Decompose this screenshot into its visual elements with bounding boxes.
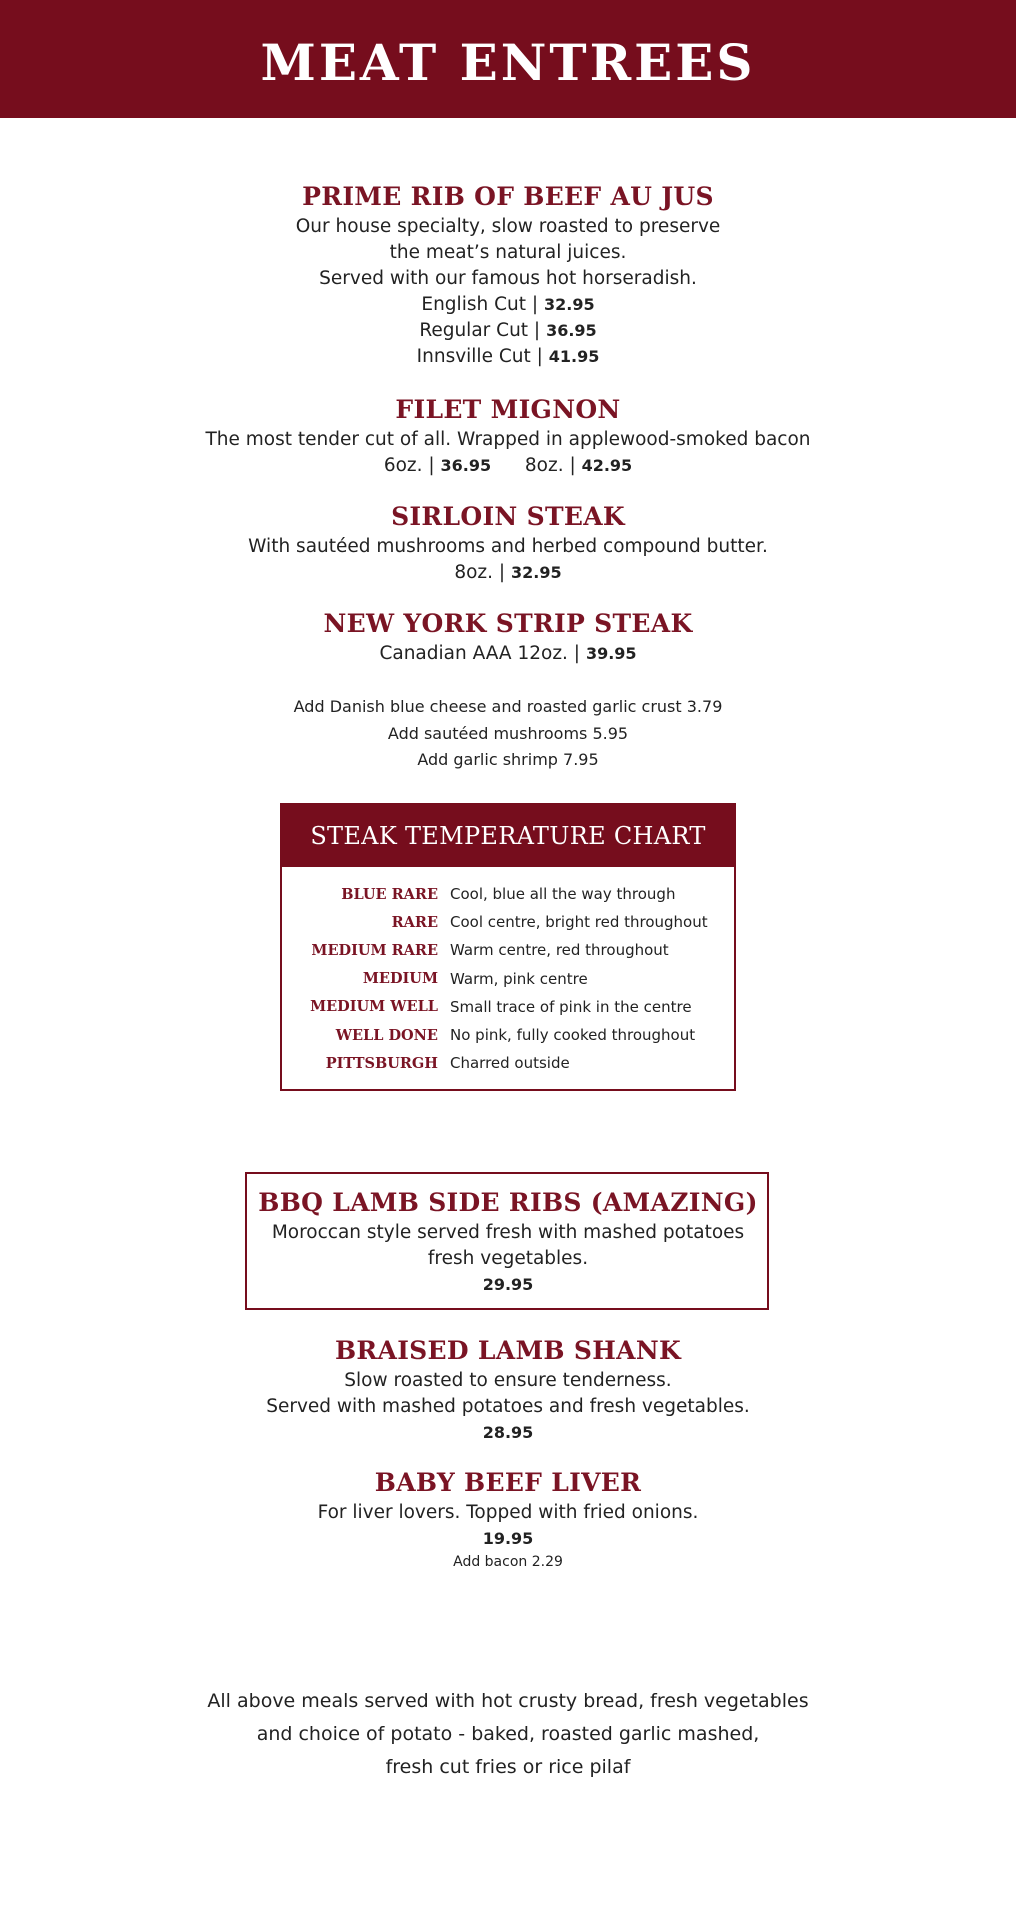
item-price: 28.95	[482, 1423, 534, 1442]
item-description	[0, 214, 1016, 292]
option-label: Regular Cut |	[419, 320, 541, 341]
price-option	[0, 641, 1016, 667]
item-title: BABY BEEF LIVER	[374, 1468, 642, 1497]
menu-item-beef-liver	[0, 1466, 1016, 1572]
temperature-row	[282, 1021, 734, 1049]
option-label: 8oz. |	[524, 455, 576, 476]
item-title: FILET MIGNON	[395, 395, 621, 424]
option-label: 8oz. |	[454, 562, 506, 583]
temperature-chart-title: STEAK TEMPERATURE CHART	[282, 805, 734, 867]
item-addon: Add bacon 2.29	[453, 1554, 563, 1570]
option-price: 39.95	[585, 644, 637, 663]
item-title: SIRLOIN STEAK	[391, 502, 625, 531]
addon-line: Add sautéed mushrooms 5.95	[387, 723, 629, 743]
price-options	[0, 453, 1016, 479]
steak-addons	[0, 694, 1016, 774]
temperature-label: RARE	[391, 913, 438, 931]
temperature-desc: No pink, fully cooked throughout	[450, 1026, 696, 1045]
item-description: With sautéed mushrooms and herbed compound butter.	[248, 536, 768, 557]
page-title: MEAT ENTREES	[260, 32, 756, 92]
description-line: Served with mashed potatoes and fresh vegetables.	[266, 1396, 750, 1417]
item-title: BBQ LAMB SIDE RIBS (AMAZING)	[258, 1188, 758, 1217]
item-title: PRIME RIB OF BEEF AU JUS	[302, 182, 714, 211]
item-price: 19.95	[482, 1529, 534, 1548]
footer-line: and choice of potato - baked, roasted garlic mashed,	[256, 1723, 760, 1745]
menu-item-filet-mignon	[0, 393, 1016, 479]
description-line: Slow roasted to ensure tenderness.	[344, 1370, 672, 1391]
description-line: Served with our famous hot horseradish.	[319, 268, 697, 289]
menu-item-sirloin	[0, 500, 1016, 586]
description-line: fresh vegetables.	[427, 1248, 589, 1269]
temperature-label: MEDIUM RARE	[311, 941, 438, 959]
temperature-row	[282, 908, 734, 936]
temperature-desc: Warm, pink centre	[450, 969, 588, 988]
item-description	[0, 1220, 1016, 1272]
option-label: Innsville Cut |	[416, 346, 543, 367]
item-title: BRAISED LAMB SHANK	[334, 1336, 682, 1365]
page-header	[0, 0, 1016, 118]
price-option	[0, 1420, 1016, 1446]
footer-note	[0, 1685, 1016, 1784]
option-price: 42.95	[581, 456, 633, 475]
menu-item-lamb-shank	[0, 1334, 1016, 1446]
item-title: NEW YORK STRIP STEAK	[323, 609, 693, 638]
temperature-row	[282, 880, 734, 908]
temperature-row	[282, 936, 734, 964]
temperature-row	[282, 965, 734, 993]
price-option	[0, 344, 1016, 370]
temperature-desc: Small trace of pink in the centre	[450, 997, 692, 1016]
option-price: 36.95	[546, 321, 597, 340]
steak-temperature-chart	[280, 803, 736, 1091]
price-option	[0, 560, 1016, 586]
price-option	[0, 318, 1016, 344]
option-label: Canadian AAA 12oz. |	[379, 643, 581, 664]
price-option	[0, 1526, 1016, 1552]
description-line: Our house specialty, slow roasted to preserve	[295, 216, 721, 237]
option-price: 41.95	[548, 347, 600, 366]
temperature-desc: Cool, blue all the way through	[450, 885, 676, 904]
temperature-rows	[282, 867, 734, 1077]
price-option	[0, 1272, 1016, 1298]
option-price: 32.95	[543, 295, 595, 314]
price-option	[0, 292, 1016, 318]
temperature-row	[282, 993, 734, 1021]
temperature-label: MEDIUM WELL	[310, 998, 438, 1016]
description-line: Moroccan style served fresh with mashed potatoes	[271, 1222, 745, 1243]
addon-line: Add Danish blue cheese and roasted garlic crust 3.79	[293, 697, 723, 716]
description-line: the meat’s natural juices.	[389, 242, 627, 263]
temperature-desc: Warm centre, red throughout	[450, 941, 669, 960]
temperature-label: MEDIUM	[362, 970, 438, 988]
item-price: 29.95	[482, 1275, 534, 1294]
temperature-label: BLUE RARE	[341, 885, 438, 903]
addon-line: Add garlic shrimp 7.95	[417, 750, 599, 769]
footer-line: fresh cut fries or rice pilaf	[385, 1756, 631, 1778]
temperature-label: PITTSBURGH	[325, 1054, 438, 1072]
footer-line: All above meals served with hot crusty bread, fresh vegetables	[207, 1690, 809, 1712]
menu-item-prime-rib	[0, 180, 1016, 370]
item-description	[0, 1368, 1016, 1420]
item-description: The most tender cut of all. Wrapped in applewood-smoked bacon	[205, 429, 811, 450]
option-price: 36.95	[440, 456, 492, 475]
item-description: For liver lovers. Topped with fried onions.	[317, 1502, 699, 1523]
temperature-row	[282, 1049, 734, 1077]
temperature-desc: Cool centre, bright red throughout	[450, 913, 708, 932]
option-price: 32.95	[511, 563, 562, 582]
menu-item-lamb-ribs	[0, 1186, 1016, 1298]
temperature-label: WELL DONE	[335, 1026, 438, 1044]
menu-item-ny-strip	[0, 607, 1016, 667]
option-label: English Cut |	[421, 294, 539, 315]
temperature-desc: Charred outside	[450, 1054, 570, 1073]
option-label: 6oz. |	[383, 455, 435, 476]
